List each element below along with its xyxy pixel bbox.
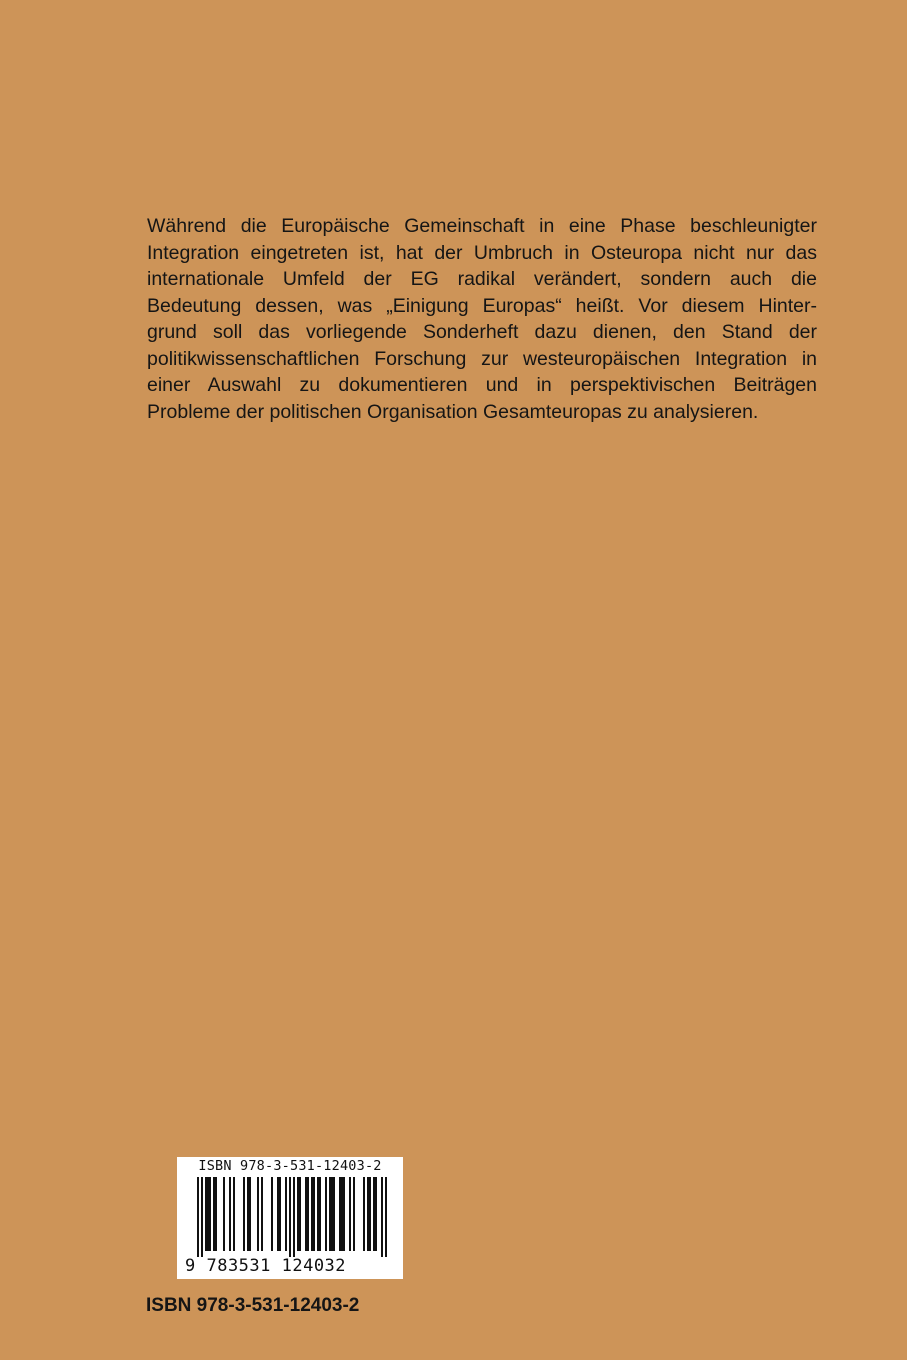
barcode-bar [271, 1177, 273, 1251]
barcode-bar [343, 1177, 345, 1251]
barcode-bar [311, 1177, 313, 1251]
barcode-bar [213, 1177, 215, 1251]
barcode-bar [373, 1177, 375, 1251]
barcode-bar [339, 1177, 341, 1251]
barcode-bar [319, 1177, 321, 1251]
barcode-bar [367, 1177, 369, 1251]
back-cover-blurb [147, 213, 817, 425]
barcode-bar [297, 1177, 299, 1251]
barcode-isbn-label: ISBN 978-3-531-12403-2 [198, 1158, 382, 1174]
barcode-bar [223, 1177, 225, 1251]
barcode-bar [333, 1177, 335, 1251]
barcode-bar [279, 1177, 281, 1251]
barcode-bar [205, 1177, 207, 1251]
barcode-digits: 9 783531 124032 [185, 1256, 347, 1276]
barcode-bars [177, 1175, 403, 1257]
barcode-bar [209, 1177, 211, 1251]
blurb-line: Während die Europäische Gemeinschaft in eine Phase beschleunigter [147, 215, 817, 237]
barcode-bar [261, 1177, 263, 1251]
blurb-line: Integration eingetreten ist, hat der Umbruch in Osteuropa nicht nur das [147, 241, 817, 264]
blurb-line: einer Auswahl zu dokumentieren und in perspektivischen Beiträgen [147, 374, 817, 396]
barcode-bar [229, 1177, 231, 1251]
barcode-bar [299, 1177, 301, 1251]
barcode-bar [331, 1177, 333, 1251]
blurb-line: internationale Umfeld der EG radikal verändert, sondern auch die [147, 268, 817, 290]
barcode-bar [375, 1177, 377, 1251]
blurb-line: Probleme der politischen Organisation Gesamteuropas zu analysieren. [147, 400, 759, 423]
barcode-bar [233, 1177, 235, 1251]
barcode-bar [293, 1177, 295, 1257]
barcode-bar [207, 1177, 209, 1251]
barcode-bar [363, 1177, 365, 1251]
barcode-bar [277, 1177, 279, 1251]
barcode-bar [381, 1177, 383, 1257]
barcode [177, 1157, 403, 1279]
blurb-line: grund soll das vorliegende Sonderheft dazu dienen, den Stand der [147, 321, 817, 343]
barcode-bar [215, 1177, 217, 1251]
barcode-bar [369, 1177, 371, 1251]
barcode-bar [341, 1177, 343, 1251]
barcode-bar [247, 1177, 249, 1251]
barcode-bar [249, 1177, 251, 1251]
barcode-bar [349, 1177, 351, 1251]
barcode-bar [289, 1177, 291, 1257]
barcode-bar [329, 1177, 331, 1251]
blurb-line: politikwissenschaftlichen Forschung zur westeuropäischen Integration in [147, 347, 817, 370]
barcode-bar [201, 1177, 203, 1257]
barcode-bar [197, 1177, 199, 1257]
barcode-bar [285, 1177, 287, 1251]
barcode-bar [307, 1177, 309, 1251]
barcode-bar [385, 1177, 387, 1257]
barcode-bar [325, 1177, 327, 1251]
barcode-bar [243, 1177, 245, 1251]
barcode-bar [257, 1177, 259, 1251]
blurb-line: Bedeutung dessen, was „Einigung Europas“ heißt. Vor diesem Hinter- [147, 294, 817, 317]
isbn-footer: ISBN 978-3-531-12403-2 [146, 1295, 360, 1316]
barcode-bar [317, 1177, 319, 1251]
barcode-bar [313, 1177, 315, 1251]
barcode-bar [353, 1177, 355, 1251]
barcode-bar [305, 1177, 307, 1251]
